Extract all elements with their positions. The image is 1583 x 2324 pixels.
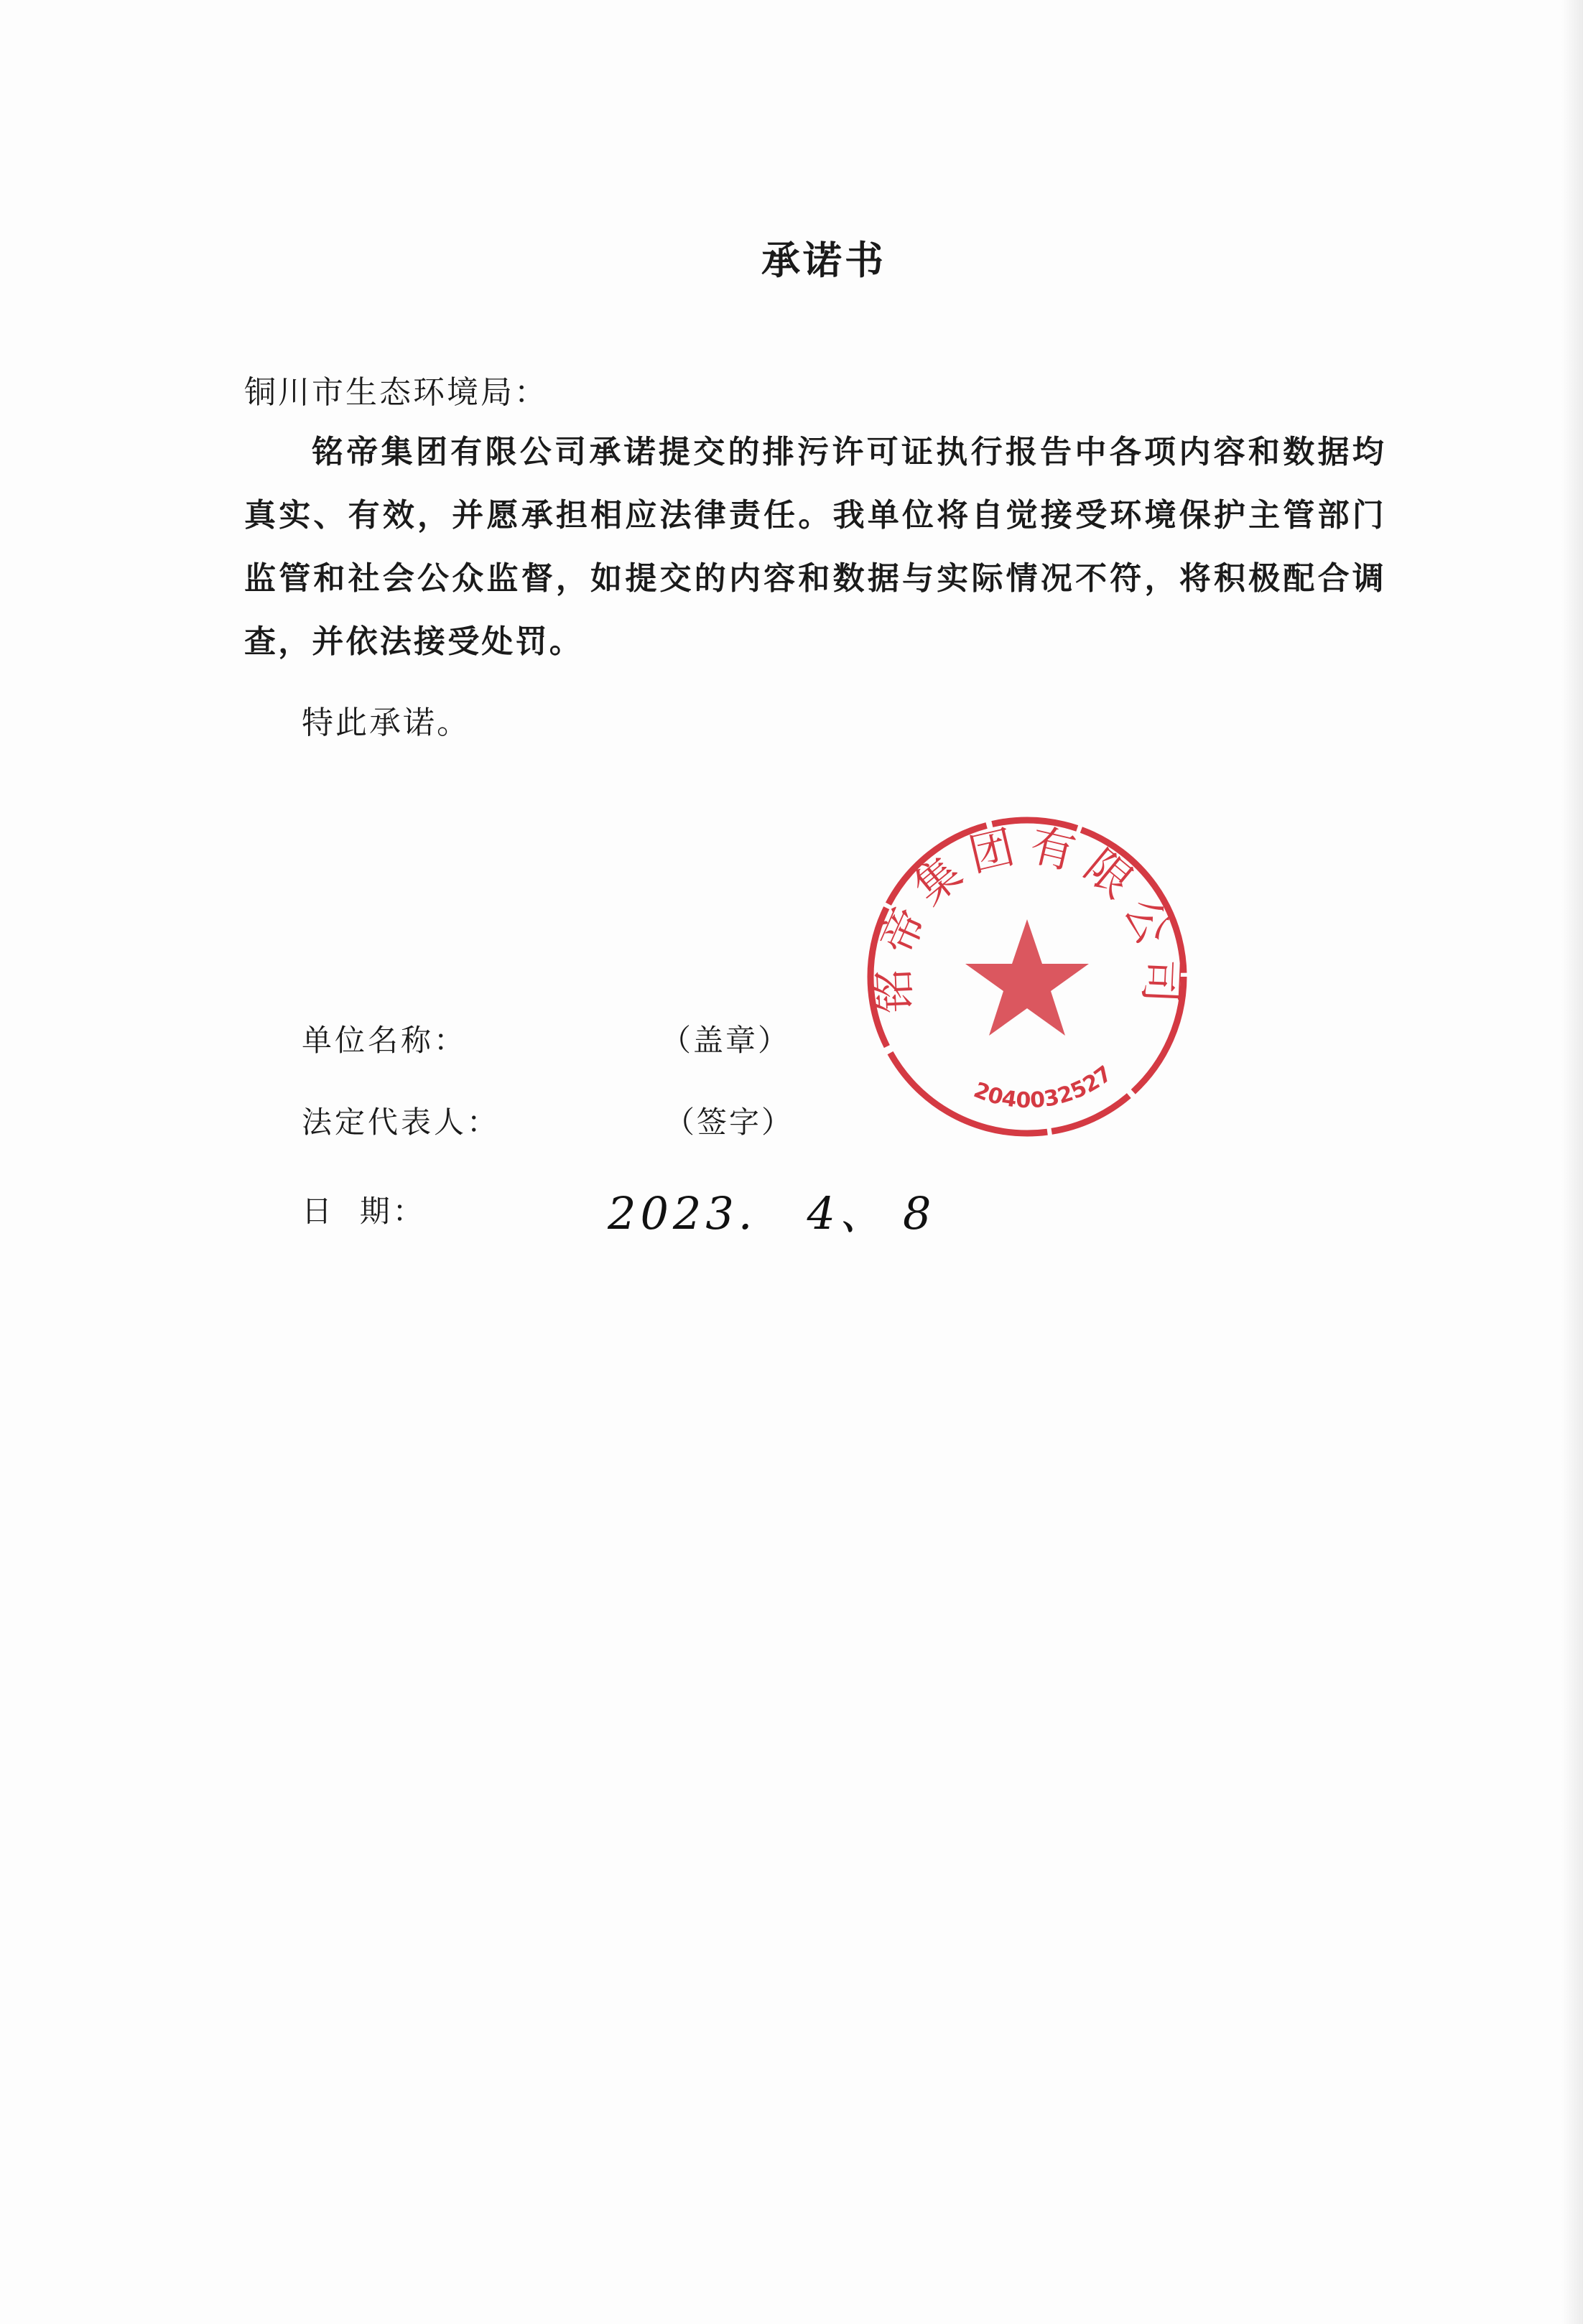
addressee: 铜川市生态环境局： [244,374,548,411]
commitment-body: 铭帝集团有限公司承诺提交的排污许可证执行报告中各项内容和数据均真实、有效，并愿承担相应法律责任。我单位将自觉接受环境保护主管部门监管和社会公众监督，如提交的内容和数据与实际情况不符，将积极配合调查，并依法接受处罚。 [244,434,1386,660]
company-seal [862,812,1192,1142]
seal-number: 2040032527 [970,1061,1118,1114]
seal-company-text: 铭帝集团有限公司 [865,818,1189,1015]
scan-edge-shadow [1561,0,1583,2324]
date-label: 日 期： [302,1194,426,1229]
star-icon [965,919,1089,1036]
stamp-note: （盖章） [661,1023,791,1058]
document-title: 承诺书 [761,238,886,283]
handwritten-date [608,1178,985,1242]
legal-rep-label: 法定代表人： [302,1105,501,1140]
date-day: 8 [902,1187,936,1240]
signature-note: （签字） [664,1105,794,1140]
unit-name-label: 单位名称： [302,1023,468,1058]
date-year: 2023. [608,1187,757,1240]
closing-text: 特此承诺。 [302,705,470,741]
date-month: 4、 [807,1187,888,1240]
